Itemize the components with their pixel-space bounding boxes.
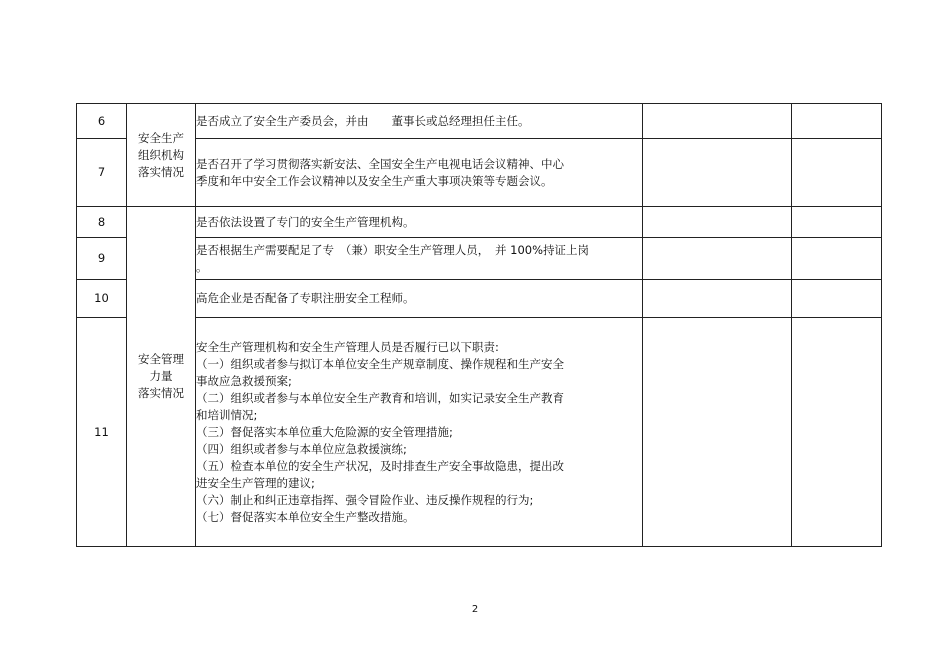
table-row — [77, 280, 882, 318]
inspection-item — [196, 207, 643, 238]
remark-cell — [792, 104, 882, 139]
inspection-item — [196, 139, 643, 207]
inspection-item — [196, 280, 643, 318]
table-row — [77, 238, 882, 280]
item-text: （二）组织或者参与本单位安全生产教育和培训，如实记录安全生产教育 — [196, 390, 564, 405]
row-number: 10 — [77, 280, 127, 318]
remark-cell — [792, 139, 882, 207]
remark-cell — [792, 207, 882, 238]
remark-cell — [792, 280, 882, 318]
remark-cell — [792, 318, 882, 547]
item-text: 。 — [196, 259, 208, 274]
inspection-item — [196, 318, 643, 547]
remark-cell — [792, 238, 882, 280]
row-number: 7 — [77, 139, 127, 207]
inspection-item — [196, 238, 643, 280]
item-text: 是否成立了安全生产委员会，并由 董事长或总经理担任主任。 — [196, 113, 530, 128]
category-label: 力量 — [149, 369, 173, 383]
category-label: 安全生产 — [138, 130, 184, 145]
row-number: 6 — [77, 104, 127, 139]
item-text: 是否依法设置了专门的安全生产管理机构。 — [196, 214, 415, 229]
item-text: （一）组织或者参与拟订本单位安全生产规章制度、操作规程和生产安全 — [196, 356, 564, 371]
result-cell — [643, 207, 792, 238]
page-number: 2 — [471, 604, 479, 615]
row-number: 11 — [77, 318, 127, 547]
item-text: （三）督促落实本单位重大危险源的安全管理措施; — [196, 424, 453, 439]
item-text: （六）制止和纠正违章指挥、强令冒险作业、违反操作规程的行为; — [196, 492, 534, 507]
item-text: 和培训情况; — [196, 407, 258, 422]
item-text: 高危企业是否配备了专职注册安全工程师。 — [196, 291, 415, 305]
inspection-checklist-table — [76, 103, 882, 547]
result-cell — [643, 318, 792, 547]
item-text: 进安全生产管理的建议; — [196, 475, 315, 490]
category-label: 安全管理 — [138, 352, 184, 366]
item-text: 安全生产管理机构和安全生产管理人员是否履行已以下职责: — [196, 339, 499, 354]
result-cell — [643, 238, 792, 280]
category-label: 落实情况 — [138, 386, 184, 400]
table-row — [77, 139, 882, 207]
result-cell — [643, 104, 792, 139]
category-label: 组织机构 — [138, 147, 184, 162]
item-text: （五）检查本单位的安全生产状况，及时排查生产安全事故隐患，提出改 — [196, 458, 564, 473]
item-text: 是否根据生产需要配足了专 （兼）职安全生产管理人员， 并 100%持证上岗 — [196, 242, 590, 257]
item-text: （四）组织或者参与本单位应急救援演练; — [196, 441, 407, 456]
item-text: （七）督促落实本单位安全生产整改措施。 — [196, 509, 415, 524]
table-row — [77, 207, 882, 238]
result-cell — [643, 139, 792, 207]
category-label: 落实情况 — [138, 164, 184, 179]
result-cell — [643, 280, 792, 318]
category-cell — [127, 207, 196, 547]
row-number: 8 — [77, 207, 127, 238]
category-cell — [127, 104, 196, 207]
item-text: 事故应急救援预案; — [196, 373, 292, 388]
item-text: 季度和年中安全工作会议精神以及安全生产重大事项决策等专题会议。 — [196, 173, 553, 188]
table-row — [77, 318, 882, 547]
table-row — [77, 104, 882, 139]
item-text: 是否召开了学习贯彻落实新安法、全国安全生产电视电话会议精神、中心 — [196, 156, 564, 171]
inspection-item — [196, 104, 643, 139]
row-number: 9 — [77, 238, 127, 280]
